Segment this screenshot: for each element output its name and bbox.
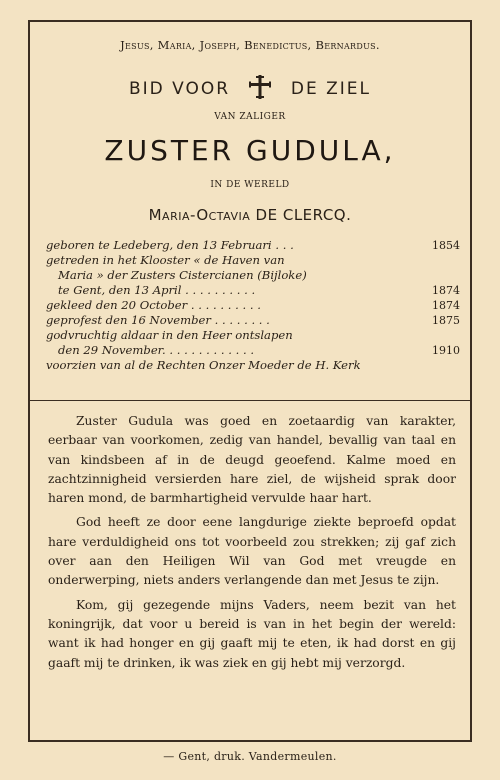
timeline-year: 1874 bbox=[432, 284, 460, 297]
timeline-row bbox=[46, 343, 460, 358]
timeline-text: geboren te Ledeberg, den 13 Februari . . . bbox=[46, 238, 294, 252]
timeline-row bbox=[46, 358, 460, 373]
timeline-row bbox=[46, 283, 460, 298]
timeline-row bbox=[46, 313, 460, 328]
life-timeline bbox=[46, 238, 460, 373]
timeline-text: voorzien van al de Rechten Onzer Moeder de H. Kerk bbox=[46, 358, 361, 372]
printer-credit: — Gent, druk. Vandermeulen. bbox=[163, 750, 337, 763]
timeline-year: 1910 bbox=[432, 344, 460, 357]
timeline-year: 1875 bbox=[432, 314, 460, 327]
timeline-text: godvruchtig aldaar in den Heer ontslapen bbox=[46, 328, 293, 342]
eulogy-paragraph: Kom, gij gezegende mijns Vaders, neem bezit van het koningrijk, dat voor u bereid is van in het begin der wereld: want ik had honger en gij gaaft mij te eten, ik had dorst en gij gaaft mij te drinken, ik was ziek en gij hebt mij verzorgd. bbox=[48, 597, 456, 670]
eulogy-text bbox=[48, 412, 456, 678]
timeline-row bbox=[46, 328, 460, 343]
timeline-row bbox=[46, 253, 460, 268]
van-zaliger-label: VAN ZALIGER bbox=[214, 112, 286, 122]
timeline-row bbox=[46, 238, 460, 253]
timeline-row bbox=[46, 268, 460, 283]
cross-icon bbox=[245, 74, 275, 100]
deceased-religious-name: ZUSTER GUDULA, bbox=[104, 134, 396, 167]
timeline-text: Maria » der Zusters Cistercianen (Bijloke) bbox=[58, 268, 307, 282]
timeline-row bbox=[46, 298, 460, 313]
timeline-text: te Gent, den 13 April . . . . . . . . . . bbox=[58, 283, 256, 297]
timeline-text: gekleed den 20 October . . . . . . . . . . bbox=[46, 298, 261, 312]
invocation-line: Jesus, Maria, Joseph, Benedictus, Bernardus. bbox=[120, 38, 380, 52]
timeline-text: den 29 November. . . . . . . . . . . . . bbox=[58, 343, 255, 357]
timeline-text: geprofest den 16 November . . . . . . . . bbox=[46, 313, 270, 327]
eulogy-paragraph: Zuster Gudula was goed en zoetaardig van karakter, eerbaar van voorkomen, zedig van handel, bevallig van taal en van kindsbeen af in de deugd geoefend. Kalme moed en zachtzinnigheid versierden hare ziel, de wijsheid sprak door haren mond, de barmhartigheid vervulde haar hart. bbox=[48, 414, 456, 506]
timeline-text: getreden in het Klooster « de Haven van bbox=[46, 253, 285, 267]
civil-name: Maria-Octavia DE CLERCQ. bbox=[148, 206, 352, 224]
prayer-heading-right: DE ZIEL bbox=[290, 79, 371, 99]
prayer-heading bbox=[30, 74, 470, 100]
timeline-year: 1854 bbox=[432, 239, 460, 252]
section-divider bbox=[30, 400, 470, 401]
eulogy-paragraph: God heeft ze door eene langdurige ziekte beproefd opdat hare verduldigheid ons tot voorbeeld zou strekken; zij gaf zich over aan den Heiligen Wil van God met vreugde en onderwerping, niets anders verlangende dan met Jesus te zijn. bbox=[48, 515, 456, 588]
in-de-wereld-label: IN DE WERELD bbox=[210, 180, 290, 190]
prayer-heading-left: BID VOOR bbox=[129, 79, 231, 99]
memorial-card bbox=[28, 20, 472, 742]
timeline-year: 1874 bbox=[432, 299, 460, 312]
